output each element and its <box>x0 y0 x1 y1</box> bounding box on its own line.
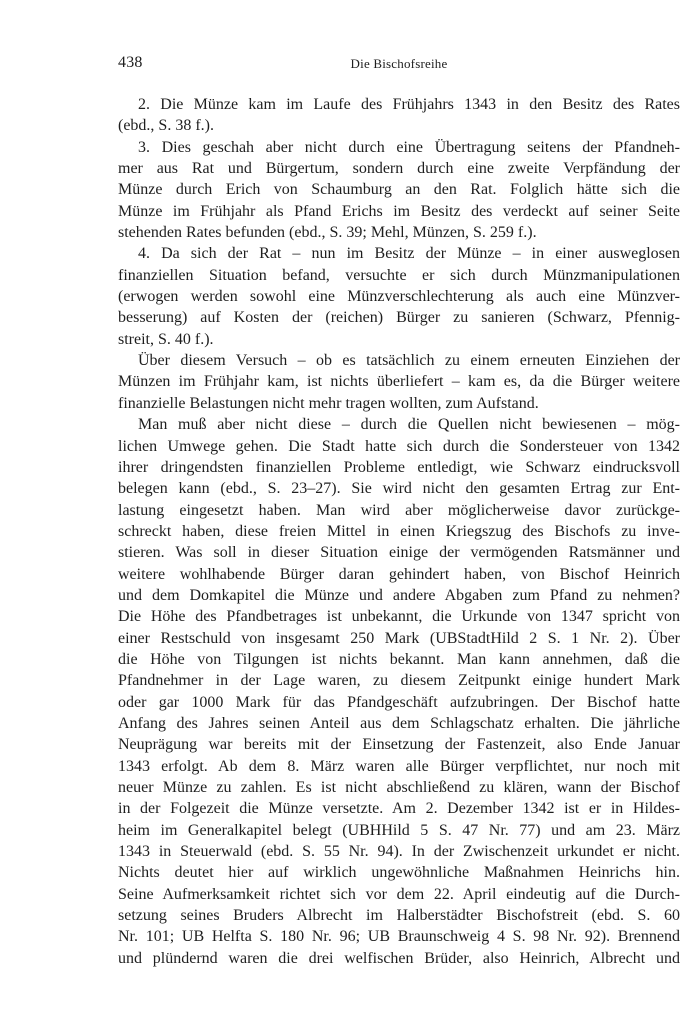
text-line: Münze durch Erich von Schaumburg an den Rat. Folglich hätte sich die <box>118 181 680 199</box>
text-line: Neuprägung war bereits mit der Einsetzung der Fastenzeit, also Ende Januar <box>118 736 680 754</box>
text-line: (ebd., S. 38 f.). <box>118 117 214 135</box>
text-line: streit, S. 40 f.). <box>118 330 214 348</box>
text-line: und dem Domkapitel die Münze und andere Abgaben zum Pfand zu nehmen? <box>118 586 680 604</box>
text-line: 2. Die Münze kam im Laufe des Frühjahrs 1343 in den Besitz des Rates <box>138 96 680 113</box>
text-line: in der Folgezeit die Münze versetzte. Am 2. Dezember 1342 ist er in Hildes- <box>118 800 680 818</box>
text-line: lastung eingesetzt haben. Man wird aber möglicherweise davor zurückge- <box>118 501 680 519</box>
running-title: Die Bischofsreihe <box>350 56 448 71</box>
text-line: 4. Da sich der Rat – nun im Besitz der Münze – in einer ausweglosen <box>138 245 680 263</box>
text-line: Man muß aber nicht diese – durch die Quellen nicht bewiesenen – mög- <box>138 416 680 434</box>
text-line: belegen kann (ebd., S. 23–27). Sie wird nicht den gesamten Ertrag zur Ent- <box>118 480 680 498</box>
text-line: weitere wohlhabende Bürger daran gehindert haben, von Bischof Heinrich <box>118 565 680 583</box>
text-line: 1343 erfolgt. Ab dem 8. März waren alle Bürger verpflichtet, nur noch mit <box>118 757 680 775</box>
text-line: stehenden Rates befunden (ebd., S. 39; Mehl, Münzen, S. 259 f.). <box>118 224 537 242</box>
text-line: Münze im Frühjahr als Pfand Erichs im Besitz des verdeckt auf seiner Seite <box>118 202 680 220</box>
text-line: die Höhe von Tilgungen ist nichts bekannt. Man kann annehmen, daß die <box>118 650 680 668</box>
text-line: oder gar 1000 Mark für das Pfandgeschäft aufzubringen. Der Bischof hatte <box>118 693 680 711</box>
text-line: einer Restschuld von insgesamt 250 Mark (UBStadtHild 2 S. 1 Nr. 2). Über <box>118 629 680 647</box>
text-line: setzung seines Bruders Albrecht im Halberstädter Bischofstreit (ebd. S. 60 <box>118 907 680 925</box>
text-line: 3. Dies geschah aber nicht durch eine Übertragung seitens der Pfandneh- <box>138 138 680 156</box>
text-line: besserung) auf Kosten der (reichen) Bürger zu sanieren (Schwarz, Pfennig- <box>118 309 680 327</box>
text-line: Die Höhe des Pfandbetrages ist unbekannt, die Urkunde von 1347 spricht von <box>118 608 680 626</box>
body-text <box>118 94 680 969</box>
text-line: schreckt haben, diese freien Mittel in einen Kriegszug des Bischofs zu inve- <box>118 522 680 540</box>
text-line: Nr. 101; UB Helfta S. 180 Nr. 96; UB Braunschweig 4 S. 98 Nr. 92). Brennend <box>118 928 680 946</box>
text-line: ihrer dringendsten finanziellen Probleme entledigt, wie Schwarz eindrucksvoll <box>118 458 680 476</box>
page-number: 438 <box>118 54 143 71</box>
text-line: und plündernd waren die drei welfischen Brüder, also Heinrich, Albrecht und <box>118 949 680 967</box>
text-line: Münzen im Frühjahr kam, ist nichts überliefert – kam es, da die Bürger weitere <box>118 373 680 391</box>
text-line: lichen Umwege gehen. Die Stadt hatte sich durch die Sondersteuer von 1342 <box>118 437 680 455</box>
page-header <box>118 54 680 76</box>
text-line: stieren. Was soll in dieser Situation einige der vermögenden Ratsmänner und <box>118 544 680 562</box>
text-line: Seine Aufmerksamkeit richtet sich vor dem 22. April eindeutig auf die Durch- <box>118 885 680 903</box>
text-line: Anfang des Jahres seinen Anteil aus dem Schlagschatz erhalten. Die jährliche <box>118 714 680 732</box>
text-line: finanziellen Situation befand, versuchte er sich durch Münzmanipulationen <box>118 266 680 284</box>
text-line: finanzielle Belastungen nicht mehr tragen wollten, zum Aufstand. <box>118 394 539 412</box>
text-line: 1343 in Steuerwald (ebd. S. 55 Nr. 94). In der Zwischenzeit urkundet er nicht. <box>118 843 680 861</box>
text-line: Über diesem Versuch – ob es tatsächlich zu einem erneuten Einziehen der <box>138 352 680 370</box>
text-line: (erwogen werden sowohl eine Münzverschlechterung als auch eine Münzver- <box>118 288 680 306</box>
text-line: neuer Münze zu zahlen. Es ist nicht abschließend zu klären, wann der Bischof <box>118 779 680 796</box>
text-line: heim im Generalkapitel belegt (UBHHild 5 S. 47 Nr. 77) und am 23. März <box>118 821 680 839</box>
text-line: Nichts deutet hier auf wirklich ungewöhnliche Maßnahmen Heinrichs hin. <box>118 864 680 882</box>
text-line: Pfandnehmer in der Lage waren, zu diesem Zeitpunkt einige hundert Mark <box>118 672 680 690</box>
text-line: mer aus Rat und Bürgertum, sondern durch eine zweite Verpfändung der <box>118 160 680 178</box>
